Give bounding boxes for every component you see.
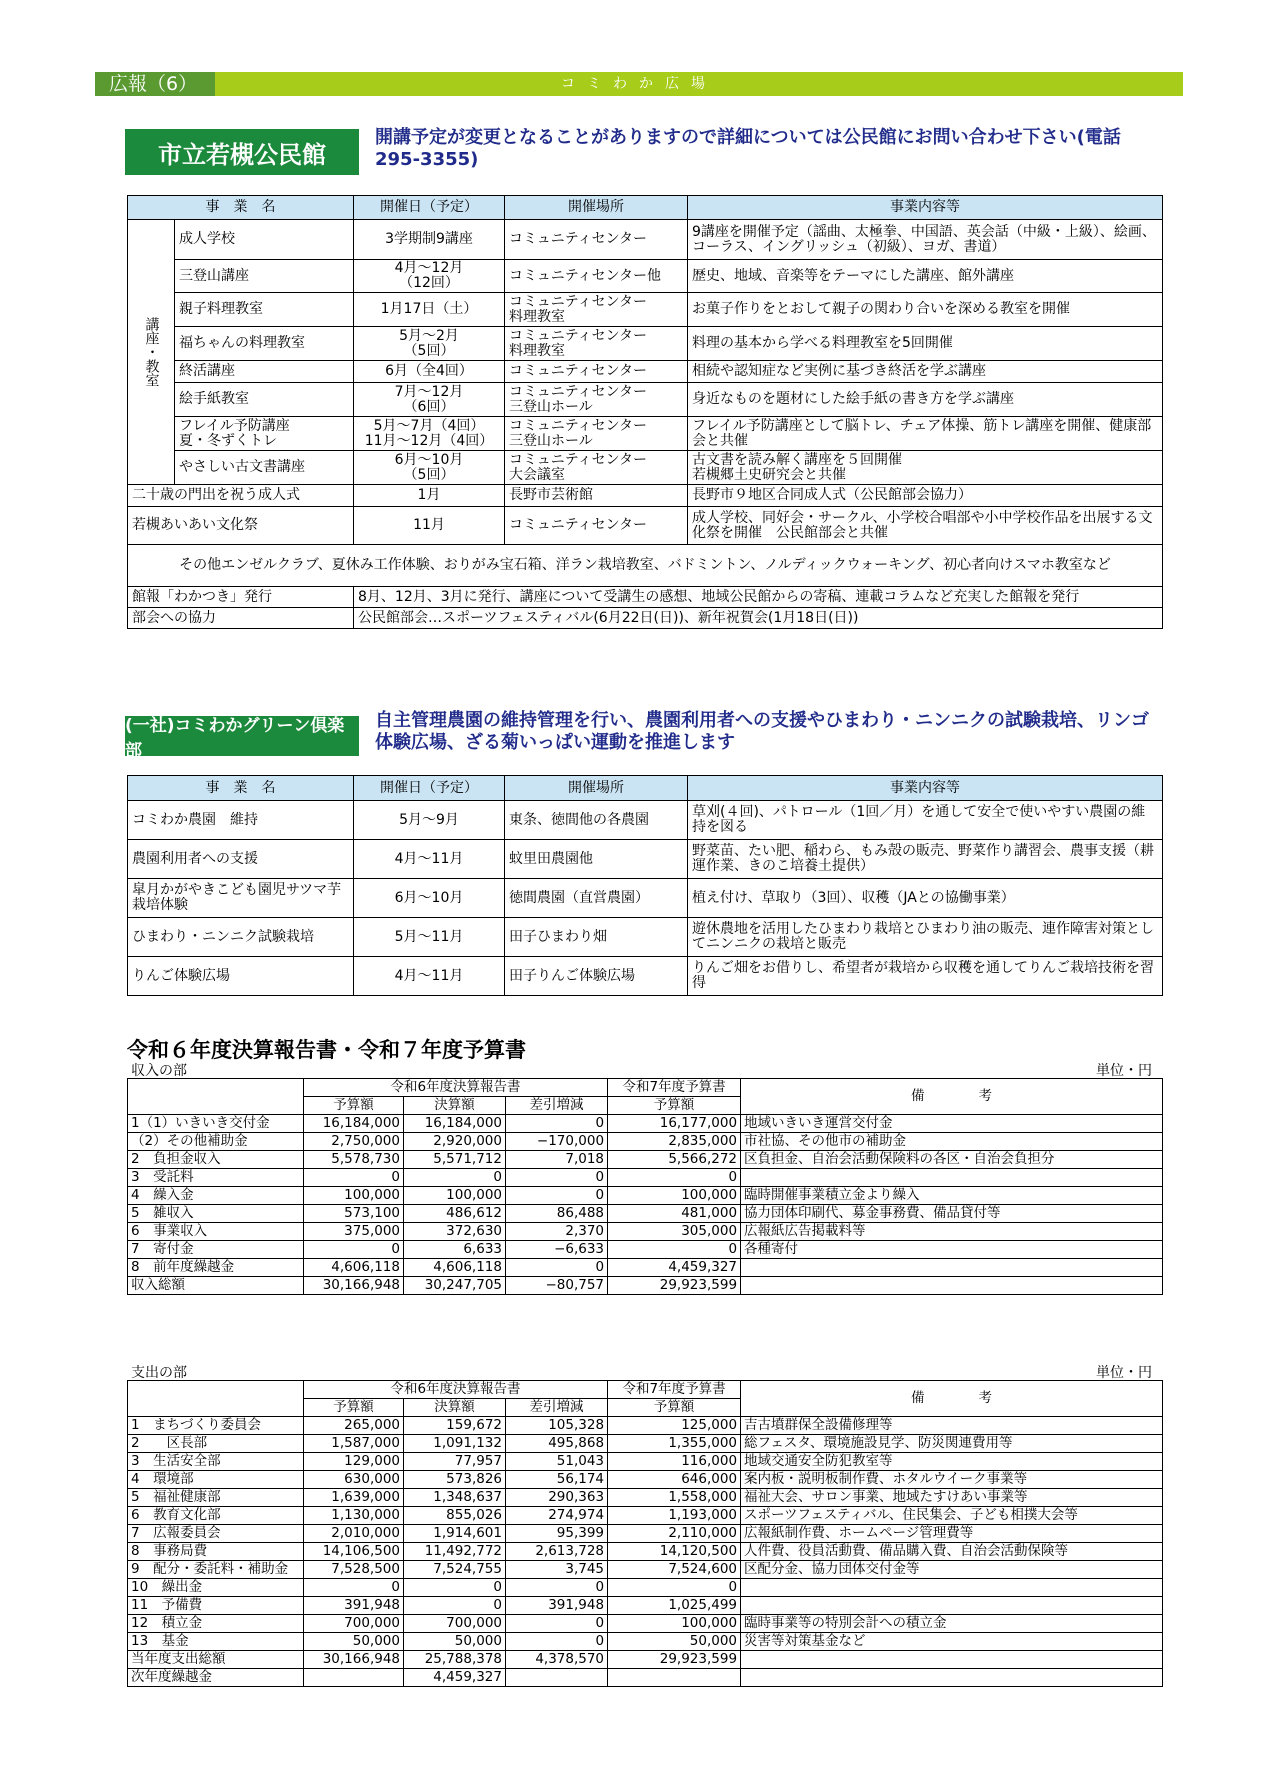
green-table — [127, 775, 1163, 996]
table-row — [128, 451, 1163, 485]
note-text: スポーツフェスティバル、住民集会、子ども相撲大会等 — [741, 1507, 1163, 1525]
table-row — [128, 1453, 1163, 1471]
actual-value: 11,492,772 — [404, 1543, 506, 1561]
actual-value: 0 — [404, 1579, 506, 1597]
kouza-label: 講座・教室 — [128, 220, 175, 485]
budget-header: 予算額 — [304, 1399, 404, 1417]
actual-value: 2,920,000 — [404, 1133, 506, 1151]
col-name: 事 業 名 — [128, 776, 354, 801]
next-budget-value: 100,000 — [608, 1615, 741, 1633]
actual-value: 50,000 — [404, 1633, 506, 1651]
note-text: 臨時事業等の特別会計への積立金 — [741, 1615, 1163, 1633]
table-row — [128, 1435, 1163, 1453]
actual-value: 7,524,755 — [404, 1561, 506, 1579]
budget-value: 375,000 — [304, 1223, 404, 1241]
program-date: 5月～7月（4回） 11月～12月（4回） — [354, 417, 505, 451]
actual-value: 1,091,132 — [404, 1435, 506, 1453]
budget-value: 0 — [304, 1241, 404, 1259]
budget-value: 700,000 — [304, 1615, 404, 1633]
kominkan-table — [127, 195, 1163, 629]
item-name: 9 配分・委託料・補助金 — [128, 1561, 304, 1579]
green-date: 5月～11月 — [354, 918, 505, 957]
note-text: 臨時開催事業積立金より繰入 — [741, 1187, 1163, 1205]
diff-header: 差引増減 — [506, 1097, 608, 1115]
diff-value: 495,868 — [506, 1435, 608, 1453]
item-name: （2）その他補助金 — [128, 1133, 304, 1151]
item-name: 6 事業収入 — [128, 1223, 304, 1241]
table-row — [128, 1187, 1163, 1205]
next-budget-value: 125,000 — [608, 1417, 741, 1435]
table-row — [128, 1277, 1163, 1295]
program-place: コミュニティセンター 三登山ホール — [505, 417, 688, 451]
table-row — [128, 361, 1163, 383]
program-name: やさしい古文書講座 — [175, 451, 354, 485]
event-name: 二十歳の門出を祝う成人式 — [128, 485, 354, 507]
diff-value: 7,018 — [506, 1151, 608, 1169]
actual-value: 77,957 — [404, 1453, 506, 1471]
next-budget-value: 481,000 — [608, 1205, 741, 1223]
item-name: 4 環境部 — [128, 1471, 304, 1489]
program-date: 6月～10月 （5回） — [354, 451, 505, 485]
diff-value: −170,000 — [506, 1133, 608, 1151]
table-row — [128, 1169, 1163, 1187]
note-text — [741, 1669, 1163, 1687]
next-budget-value: 100,000 — [608, 1187, 741, 1205]
col-content: 事業内容等 — [688, 196, 1163, 220]
next-budget-value: 116,000 — [608, 1453, 741, 1471]
next-budget-value: 1,025,499 — [608, 1597, 741, 1615]
diff-value: 51,043 — [506, 1453, 608, 1471]
item-name: 7 広報委員会 — [128, 1525, 304, 1543]
diff-value: 391,948 — [506, 1597, 608, 1615]
note-text — [741, 1277, 1163, 1295]
budget-header: 予算額 — [608, 1097, 741, 1115]
note-text: 広報紙制作費、ホームページ管理費等 — [741, 1525, 1163, 1543]
table-row — [128, 1633, 1163, 1651]
program-name: 三登山講座 — [175, 260, 354, 293]
note-text — [741, 1259, 1163, 1277]
finance-title: 令和６年度決算報告書・令和７年度予算書 — [127, 1038, 526, 1062]
page-number: 広報（6） — [95, 72, 215, 96]
actual-value: 0 — [404, 1597, 506, 1615]
income-label: 収入の部 — [131, 1063, 187, 1079]
item-name: 10 繰出金 — [128, 1579, 304, 1597]
actual-value: 573,826 — [404, 1471, 506, 1489]
cooperation-name: 部会への協力 — [128, 608, 354, 629]
note-text: 吉古墳群保全設備修理等 — [741, 1417, 1163, 1435]
other-activities: その他エンゼルクラブ、夏休み工作体験、おりがみ宝石箱、洋ラン栽培教室、バドミントン、ノルディックウォーキング、初心者向けスマホ教室など — [128, 545, 1163, 587]
newsletter-name: 館報「わかつき」発行 — [128, 587, 354, 608]
green-content: りんご畑をお借りし、希望者が栽培から収穫を通してりんご栽培技術を習得 — [688, 957, 1163, 996]
r6-header: 令和6年度決算報告書 — [304, 1381, 608, 1399]
program-content: 相続や認知症など実例に基づき終活を学ぶ講座 — [688, 361, 1163, 383]
table-row — [128, 1417, 1163, 1435]
table-row — [128, 1205, 1163, 1223]
diff-value: −6,633 — [506, 1241, 608, 1259]
budget-value: 2,750,000 — [304, 1133, 404, 1151]
budget-value: 0 — [304, 1579, 404, 1597]
table-row — [128, 485, 1163, 507]
program-content: お菓子作りをとおして親子の関わり合いを深める教室を開催 — [688, 293, 1163, 327]
diff-value: 274,974 — [506, 1507, 608, 1525]
item-name: 7 寄付金 — [128, 1241, 304, 1259]
note-text: 区配分金、協力団体交付金等 — [741, 1561, 1163, 1579]
item-name: 3 生活安全部 — [128, 1453, 304, 1471]
green-content: 草刈(４回)、パトロール（1回／月）を通して安全で使いやすい農園の維持を図る — [688, 801, 1163, 840]
program-content: 身近なものを題材にした絵手紙の書き方を学ぶ講座 — [688, 383, 1163, 417]
budget-value: 16,184,000 — [304, 1115, 404, 1133]
budget-header: 予算額 — [608, 1399, 741, 1417]
green-place: 田子ひまわり畑 — [505, 918, 688, 957]
actual-value: 372,630 — [404, 1223, 506, 1241]
program-date: 4月～12月 （12回） — [354, 260, 505, 293]
income-table — [127, 1078, 1163, 1295]
diff-value: 95,399 — [506, 1525, 608, 1543]
budget-header: 予算額 — [304, 1097, 404, 1115]
program-place: コミュニティセンター — [505, 361, 688, 383]
col-place: 開催場所 — [505, 196, 688, 220]
table-row — [128, 1223, 1163, 1241]
note-text: 案内板・説明板制作費、ホタルウイーク事業等 — [741, 1471, 1163, 1489]
diff-value: 0 — [506, 1259, 608, 1277]
actual-value: 100,000 — [404, 1187, 506, 1205]
expense-label: 支出の部 — [131, 1365, 187, 1381]
table-row — [128, 1489, 1163, 1507]
diff-value: 0 — [506, 1115, 608, 1133]
actual-header: 決算額 — [404, 1097, 506, 1115]
item-name: 2 負担金収入 — [128, 1151, 304, 1169]
program-place: コミュニティセンター 料理教室 — [505, 293, 688, 327]
next-budget-value: 2,110,000 — [608, 1525, 741, 1543]
actual-value: 1,914,601 — [404, 1525, 506, 1543]
green-date: 5月～9月 — [354, 801, 505, 840]
table-row — [128, 1615, 1163, 1633]
table-row — [128, 383, 1163, 417]
green-place: 蚊里田農園他 — [505, 840, 688, 879]
program-content: 古文書を読み解く講座を５回開催 若槻郷土史研究会と共催 — [688, 451, 1163, 485]
budget-value: 100,000 — [304, 1187, 404, 1205]
program-content: 料理の基本から学べる料理教室を5回開催 — [688, 327, 1163, 361]
kominkan-title: 市立若槻公民館 — [125, 129, 359, 175]
diff-header: 差引増減 — [506, 1399, 608, 1417]
program-name: 絵手紙教室 — [175, 383, 354, 417]
event-content: 成人学校、同好会・サークル、小学校合唱部や小中学校作品を出展する文化祭を開催 公民館部会と共催 — [688, 507, 1163, 545]
table-row — [128, 957, 1163, 996]
actual-value: 30,247,705 — [404, 1277, 506, 1295]
table-row — [128, 801, 1163, 840]
note-text: 福祉大会、サロン事業、地域たすけあい事業等 — [741, 1489, 1163, 1507]
program-place: コミュニティセンター他 — [505, 260, 688, 293]
program-content: フレイル予防講座として脳トレ、チェア体操、筋トレ講座を開催、健康部会と共催 — [688, 417, 1163, 451]
note-text — [741, 1169, 1163, 1187]
program-place: コミュニティセンター 大会議室 — [505, 451, 688, 485]
table-row — [128, 1579, 1163, 1597]
budget-value: 1,587,000 — [304, 1435, 404, 1453]
budget-value: 265,000 — [304, 1417, 404, 1435]
next-budget-value: 0 — [608, 1169, 741, 1187]
table-row — [128, 220, 1163, 260]
budget-value: 129,000 — [304, 1453, 404, 1471]
table-row — [128, 1525, 1163, 1543]
budget-value: 7,528,500 — [304, 1561, 404, 1579]
diff-value: 0 — [506, 1615, 608, 1633]
program-name: 成人学校 — [175, 220, 354, 260]
program-place: コミュニティセンター — [505, 220, 688, 260]
diff-value: 0 — [506, 1187, 608, 1205]
budget-value: 4,606,118 — [304, 1259, 404, 1277]
item-name: 12 積立金 — [128, 1615, 304, 1633]
event-content: 長野市９地区合同成人式（公民館部会協力） — [688, 485, 1163, 507]
budget-value: 14,106,500 — [304, 1543, 404, 1561]
green-name: りんご体験広場 — [128, 957, 354, 996]
next-budget-value: 5,566,272 — [608, 1151, 741, 1169]
green-title: (一社)コミわかグリーン倶楽部 — [125, 716, 359, 756]
actual-value: 6,633 — [404, 1241, 506, 1259]
program-content: 歴史、地域、音楽等をテーマにした講座、館外講座 — [688, 260, 1163, 293]
program-date: 5月～2月 （5回） — [354, 327, 505, 361]
diff-value: 4,378,570 — [506, 1651, 608, 1669]
note-text: 総フェスタ、環境施設見学、防災関連費用等 — [741, 1435, 1163, 1453]
next-budget-value: 50,000 — [608, 1633, 741, 1651]
item-name: 5 雑収入 — [128, 1205, 304, 1223]
table-row — [128, 1651, 1163, 1669]
next-budget-value: 4,459,327 — [608, 1259, 741, 1277]
note-text — [741, 1579, 1163, 1597]
program-name: 終活講座 — [175, 361, 354, 383]
page-header — [95, 72, 1183, 96]
table-row — [128, 879, 1163, 918]
next-budget-value: 646,000 — [608, 1471, 741, 1489]
table-row — [128, 1151, 1163, 1169]
green-name: 皐月かがやきこども園児サツマ芋栽培体験 — [128, 879, 354, 918]
program-name: 親子料理教室 — [175, 293, 354, 327]
item-name: 5 福祉健康部 — [128, 1489, 304, 1507]
note-text: 地域交通安全防犯教室等 — [741, 1453, 1163, 1471]
col-date: 開催日（予定） — [354, 776, 505, 801]
note-header: 備 考 — [741, 1381, 1163, 1417]
actual-value: 855,026 — [404, 1507, 506, 1525]
item-name: 13 基金 — [128, 1633, 304, 1651]
next-budget-value: 1,193,000 — [608, 1507, 741, 1525]
actual-value: 1,348,637 — [404, 1489, 506, 1507]
r6-header: 令和6年度決算報告書 — [304, 1079, 608, 1097]
budget-value: 30,166,948 — [304, 1651, 404, 1669]
next-budget-value: 0 — [608, 1241, 741, 1259]
table-row — [128, 1669, 1163, 1687]
table-row — [128, 1561, 1163, 1579]
expense-unit: 単位・円 — [1096, 1365, 1152, 1381]
table-row — [128, 1259, 1163, 1277]
diff-value: 105,328 — [506, 1417, 608, 1435]
note-header: 備 考 — [741, 1079, 1163, 1115]
actual-value: 4,606,118 — [404, 1259, 506, 1277]
table-row — [128, 1133, 1163, 1151]
table-row — [128, 1115, 1163, 1133]
next-budget-value: 7,524,600 — [608, 1561, 741, 1579]
green-place: 東条、徳間他の各農園 — [505, 801, 688, 840]
program-date: 3学期制9講座 — [354, 220, 505, 260]
next-budget-value: 1,558,000 — [608, 1489, 741, 1507]
next-budget-value — [608, 1669, 741, 1687]
actual-value: 159,672 — [404, 1417, 506, 1435]
actual-value: 700,000 — [404, 1615, 506, 1633]
cooperation-content: 公民館部会…スポーツフェスティバル(6月22日(日))、新年祝賀会(1月18日(日)) — [354, 608, 1163, 629]
budget-value: 5,578,730 — [304, 1151, 404, 1169]
program-place: コミュニティセンター 料理教室 — [505, 327, 688, 361]
item-name: 6 教育文化部 — [128, 1507, 304, 1525]
green-date: 6月～10月 — [354, 879, 505, 918]
col-date: 開催日（予定） — [354, 196, 505, 220]
next-budget-value: 305,000 — [608, 1223, 741, 1241]
program-content: 9講座を開催予定（謡曲、太極拳、中国語、英会話（中級・上級）、絵画、コーラス、イングリッシュ（初級）、ヨガ、書道） — [688, 220, 1163, 260]
program-date: 1月17日（土） — [354, 293, 505, 327]
expense-table — [127, 1380, 1163, 1687]
item-name: 当年度支出総額 — [128, 1651, 304, 1669]
budget-value: 630,000 — [304, 1471, 404, 1489]
diff-value: 0 — [506, 1579, 608, 1597]
r7-header: 令和7年度予算書 — [608, 1079, 741, 1097]
green-content: 野菜苗、たい肥、稲わら、もみ殻の販売、野菜作り講習会、農事支援（耕運作業、きのこ培養土提供） — [688, 840, 1163, 879]
green-note: 自主管理農園の維持管理を行い、農園利用者への支援やひまわり・ニンニクの試験栽培、リンゴ体験広場、ざる菊いっぱい運動を推進します — [375, 710, 1149, 753]
table-row — [128, 840, 1163, 879]
event-name: 若槻あいあい文化祭 — [128, 507, 354, 545]
budget-value: 1,639,000 — [304, 1489, 404, 1507]
income-unit: 単位・円 — [1096, 1063, 1152, 1079]
diff-value: 0 — [506, 1169, 608, 1187]
newsletter-content: 8月、12月、3月に発行、講座について受講生の感想、地域公民館からの寄稿、連載コラムなど充実した館報を発行 — [354, 587, 1163, 608]
item-name: 11 予備費 — [128, 1597, 304, 1615]
diff-value: −80,757 — [506, 1277, 608, 1295]
event-date: 11月 — [354, 507, 505, 545]
actual-value: 486,612 — [404, 1205, 506, 1223]
note-text: 人件費、役員活動費、備品購入費、自治会活動保険等 — [741, 1543, 1163, 1561]
budget-value: 50,000 — [304, 1633, 404, 1651]
item-name: 収入総額 — [128, 1277, 304, 1295]
diff-value: 86,488 — [506, 1205, 608, 1223]
green-date: 4月～11月 — [354, 957, 505, 996]
diff-value: 3,745 — [506, 1561, 608, 1579]
table-row — [128, 417, 1163, 451]
actual-value: 16,184,000 — [404, 1115, 506, 1133]
table-row — [128, 1543, 1163, 1561]
table-row — [128, 1241, 1163, 1259]
diff-value: 2,613,728 — [506, 1543, 608, 1561]
note-text: 地域いきいき運営交付金 — [741, 1115, 1163, 1133]
table-row — [128, 1597, 1163, 1615]
program-name: フレイル予防講座 夏・冬ずくトレ — [175, 417, 354, 451]
diff-value: 0 — [506, 1633, 608, 1651]
table-row — [128, 918, 1163, 957]
col-place: 開催場所 — [505, 776, 688, 801]
green-name: ひまわり・ニンニク試験栽培 — [128, 918, 354, 957]
item-name: 1 まちづくり委員会 — [128, 1417, 304, 1435]
item-name: 8 前年度繰越金 — [128, 1259, 304, 1277]
green-name: 農園利用者への支援 — [128, 840, 354, 879]
actual-value: 5,571,712 — [404, 1151, 506, 1169]
budget-value: 573,100 — [304, 1205, 404, 1223]
budget-value: 391,948 — [304, 1597, 404, 1615]
diff-value — [506, 1669, 608, 1687]
green-content: 植え付け、草取り（3回）、収穫（JAとの協働事業） — [688, 879, 1163, 918]
budget-value: 1,130,000 — [304, 1507, 404, 1525]
event-date: 1月 — [354, 485, 505, 507]
table-row — [128, 293, 1163, 327]
program-place: コミュニティセンター 三登山ホール — [505, 383, 688, 417]
item-name: 4 繰入金 — [128, 1187, 304, 1205]
budget-value: 0 — [304, 1169, 404, 1187]
note-text: 市社協、その他市の補助金 — [741, 1133, 1163, 1151]
table-row — [128, 1471, 1163, 1489]
event-place: コミュニティセンター — [505, 507, 688, 545]
green-content: 遊休農地を活用したひまわり栽培とひまわり油の販売、連作障害対策としてニンニクの栽培と販売 — [688, 918, 1163, 957]
budget-value — [304, 1669, 404, 1687]
next-budget-value: 29,923,599 — [608, 1651, 741, 1669]
next-budget-value: 16,177,000 — [608, 1115, 741, 1133]
table-row — [128, 507, 1163, 545]
program-date: 7月～12月 （6回） — [354, 383, 505, 417]
note-text: 区負担金、自治会活動保険料の各区・自治会負担分 — [741, 1151, 1163, 1169]
green-name: コミわか農園 維持 — [128, 801, 354, 840]
note-text: 各種寄付 — [741, 1241, 1163, 1259]
next-budget-value: 14,120,500 — [608, 1543, 741, 1561]
next-budget-value: 1,355,000 — [608, 1435, 741, 1453]
item-name: 1（1）いきいき交付金 — [128, 1115, 304, 1133]
kominkan-note: 開講予定が変更となることがありますので詳細については公民館にお問い合わせ下さい(電話295-3355) — [375, 127, 1121, 170]
next-budget-value: 0 — [608, 1579, 741, 1597]
item-name: 次年度繰越金 — [128, 1669, 304, 1687]
actual-header: 決算額 — [404, 1399, 506, 1417]
green-date: 4月～11月 — [354, 840, 505, 879]
budget-value: 30,166,948 — [304, 1277, 404, 1295]
event-place: 長野市芸術館 — [505, 485, 688, 507]
green-place: 徳間農園（直営農園） — [505, 879, 688, 918]
note-text — [741, 1597, 1163, 1615]
diff-value: 2,370 — [506, 1223, 608, 1241]
col-content: 事業内容等 — [688, 776, 1163, 801]
next-budget-value: 2,835,000 — [608, 1133, 741, 1151]
item-name: 8 事務局費 — [128, 1543, 304, 1561]
table-row — [128, 327, 1163, 361]
r7-header: 令和7年度予算書 — [608, 1381, 741, 1399]
program-name: 福ちゃんの料理教室 — [175, 327, 354, 361]
program-date: 6月（全4回） — [354, 361, 505, 383]
table-row — [128, 260, 1163, 293]
green-place: 田子りんご体験広場 — [505, 957, 688, 996]
actual-value: 4,459,327 — [404, 1669, 506, 1687]
budget-value: 2,010,000 — [304, 1525, 404, 1543]
note-text: 広報紙広告掲載料等 — [741, 1223, 1163, 1241]
table-row — [128, 1507, 1163, 1525]
next-budget-value: 29,923,599 — [608, 1277, 741, 1295]
item-name: 3 受託料 — [128, 1169, 304, 1187]
header-title: コミわか広場 — [215, 72, 1183, 96]
diff-value: 290,363 — [506, 1489, 608, 1507]
note-text — [741, 1651, 1163, 1669]
item-name: 2 区長部 — [128, 1435, 304, 1453]
diff-value: 56,174 — [506, 1471, 608, 1489]
actual-value: 0 — [404, 1169, 506, 1187]
note-text: 協力団体印刷代、募金事務費、備品貸付等 — [741, 1205, 1163, 1223]
col-name: 事 業 名 — [128, 196, 354, 220]
note-text: 災害等対策基金など — [741, 1633, 1163, 1651]
actual-value: 25,788,378 — [404, 1651, 506, 1669]
